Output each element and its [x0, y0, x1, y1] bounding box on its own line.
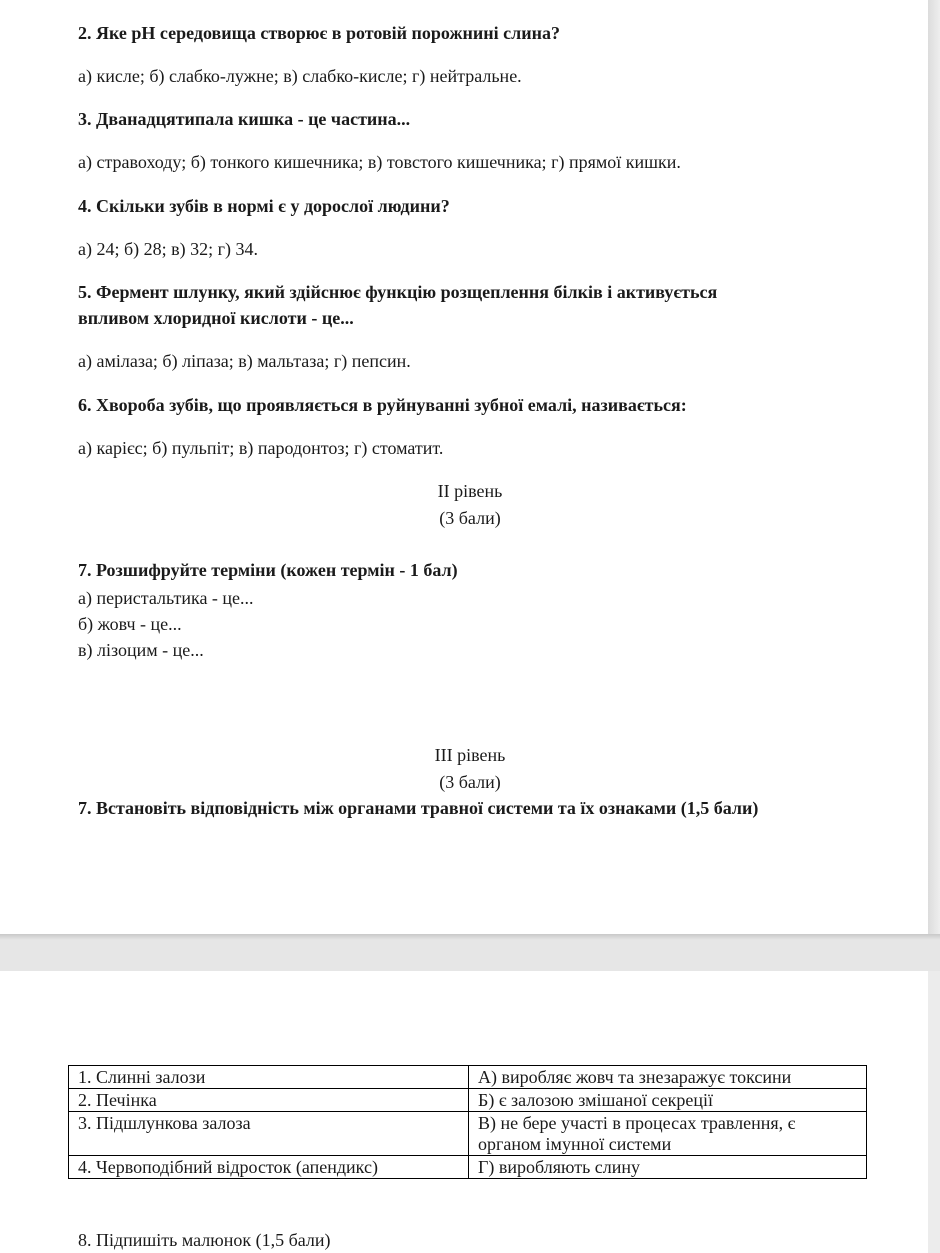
table-cell-feature: Г) виробляють слину: [469, 1156, 867, 1179]
footer-task: 8. Підпишіть малюнок (1,5 бали): [78, 1230, 331, 1250]
table-cell-feature: А) виробляє жовч та знезаражує токсини: [469, 1066, 867, 1089]
question-4: 4. Скільки зубів в нормі є у дорослої людини?: [78, 196, 450, 216]
page-edge-right: [928, 971, 940, 1253]
term-item-a: а) перистальтика - це...: [78, 588, 254, 608]
answer-options-3: а) стравоходу; б) тонкого кишечника; в) товстого кишечника; г) прямої кишки.: [78, 152, 681, 172]
table-row: [69, 1089, 867, 1112]
question-2: 2. Яке рН середовища створює в ротовій порожнині слина?: [78, 23, 560, 43]
table-cell-feature: Б) є залозою змішаної секреції: [469, 1089, 867, 1112]
table-cell-feature: [469, 1112, 867, 1156]
answer-options-5: а) амілаза; б) ліпаза; в) мальтаза; г) пепсин.: [78, 351, 411, 371]
table-cell-organ: 2. Печінка: [69, 1089, 469, 1112]
table-cell-feature-line-2: органом імунної системи: [478, 1134, 672, 1154]
answer-options-2: а) кисле; б) слабко-лужне; в) слабко-кисле; г) нейтральне.: [78, 66, 522, 86]
question-5-line-1: 5. Фермент шлунку, який здійснює функцію розщеплення білків і активується: [78, 282, 718, 302]
page-gap-shadow: [0, 934, 940, 940]
level-3-points: (3 бали): [439, 772, 501, 792]
question-5-line-2: впливом хлоридної кислоти - це...: [78, 308, 354, 328]
table-row: [69, 1156, 867, 1179]
table-cell-organ: 4. Червоподібний відросток (апендикс): [69, 1156, 469, 1179]
table-cell-organ: 3. Підшлункова залоза: [69, 1112, 469, 1156]
table-cell-organ: 1. Слинні залози: [69, 1066, 469, 1089]
table-row: [69, 1066, 867, 1089]
level-2-task: 7. Розшифруйте терміни (кожен термін - 1 бал): [78, 560, 458, 580]
term-item-b: б) жовч - це...: [78, 614, 182, 634]
level-3-task: 7. Встановіть відповідність між органами травної системи та їх ознаками (1,5 бали): [78, 798, 759, 818]
term-item-c: в) лізоцим - це...: [78, 640, 204, 660]
table-row: [69, 1112, 867, 1156]
answer-options-6: а) карієс; б) пульпіт; в) пародонтоз; г) стоматит.: [78, 438, 444, 458]
matching-table: [68, 1065, 867, 1179]
level-3-title: ІІІ рівень: [434, 745, 506, 765]
level-2-title: ІІ рівень: [437, 481, 503, 501]
table-cell-feature-line-1: В) не бере участі в процесах травлення, є: [478, 1113, 796, 1133]
answer-options-4: а) 24; б) 28; в) 32; г) 34.: [78, 239, 259, 259]
question-3: 3. Дванадцятипала кишка - це частина...: [78, 109, 411, 129]
question-6: 6. Хвороба зубів, що проявляється в руйнуванні зубної емалі, називається:: [78, 395, 687, 415]
cropped-text-remnant: [250, 0, 480, 3]
level-2-points: (3 бали): [439, 508, 501, 528]
